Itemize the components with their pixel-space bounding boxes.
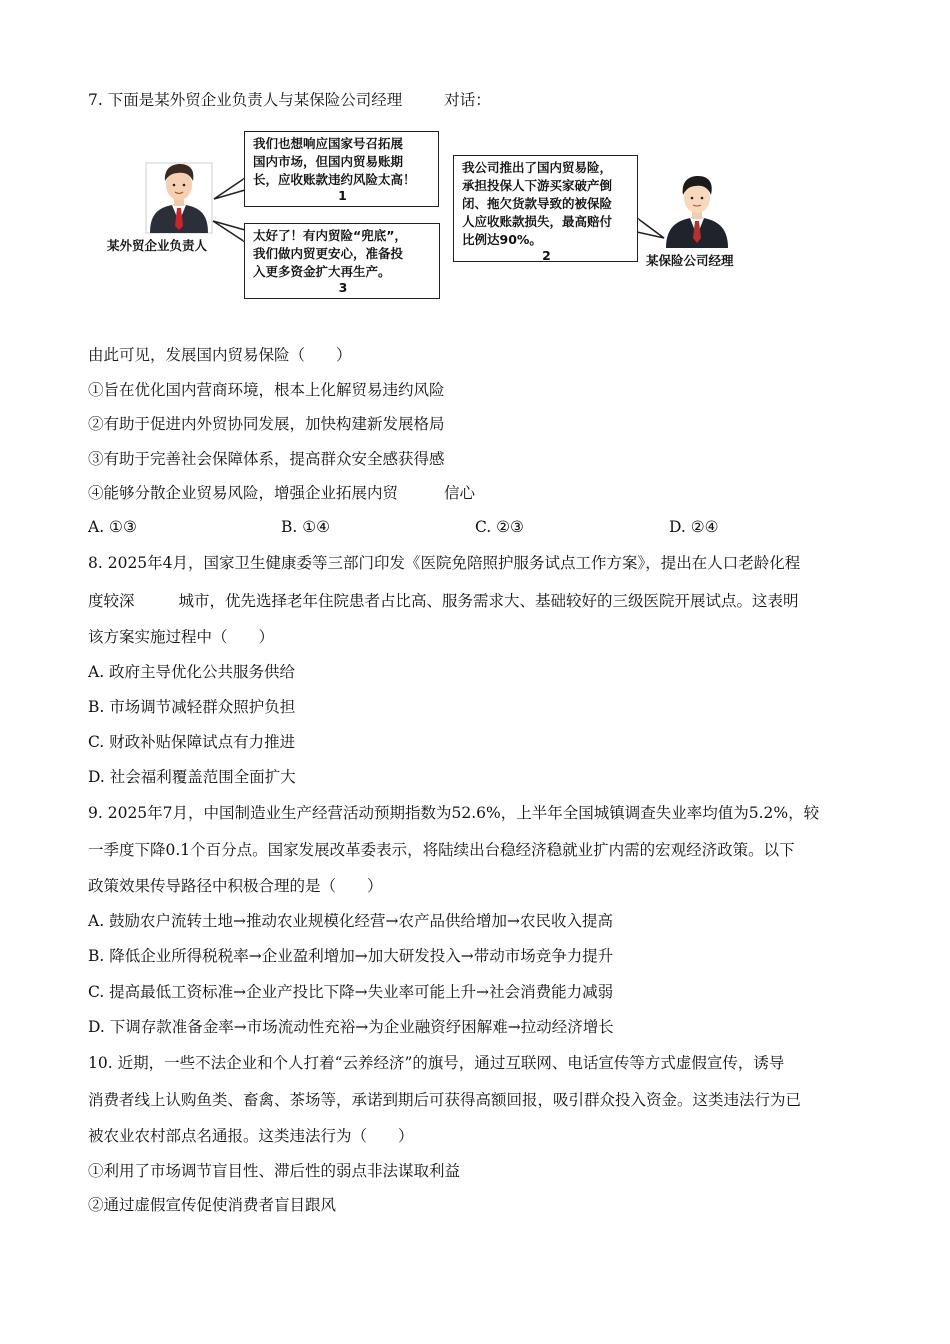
businessman-caption: 某外贸企业负责人: [107, 238, 208, 253]
q8-option-a[interactable]: A. 政府主导优化公共服务供给: [88, 663, 296, 681]
q9-stem-line-3: 政策效果传导路径中积极合理的是（ ）: [88, 877, 383, 895]
bubble-2-line-1: 我公司推出了国内贸易险，: [462, 160, 613, 175]
q10-item-2: ②通过虚假宣传促使消费者盲目跟风: [88, 1196, 337, 1214]
q8-stem-line-2-part2: 城市，优先选择老年住院患者占比高、服务需求大、基础较好的三级医院开展试点。这表明: [178, 592, 799, 610]
bubble-3-line-3: 入更多资金扩大再生产。: [253, 264, 391, 279]
q9-stem-line-2: 一季度下降0.1个百分点。国家发展改革委表示，将陆续出台稳经济稳就业扩内需的宏观经济政策。以下: [88, 841, 795, 859]
q7-item-4-part1: ④能够分散企业贸易风险，增强企业拓展内贸: [88, 484, 399, 502]
q7-question: 由此可见，发展国内贸易保险（ ）: [88, 346, 352, 364]
q8-stem-line-2-part1: 度较深: [88, 592, 135, 610]
q8-stem-line-3: 该方案实施过程中（ ）: [88, 628, 275, 646]
q7-item-4-part2: 信心: [444, 484, 476, 502]
bubble-2-line-3: 闭、拖欠货款导致的被保险: [462, 196, 613, 211]
bubble-3-line-1: 太好了！有内贸险“兜底”，: [253, 228, 407, 243]
q9-stem-line-1: 9. 2025年7月，中国制造业生产经营活动预期指数为52.6%，上半年全国城镇调查失业率均值为5.2%，较: [88, 804, 820, 822]
bubble-3-line-2: 我们做内贸更安心，准备投: [253, 246, 404, 261]
bubble-1-line-2: 国内市场，但国内贸易账期: [253, 154, 404, 169]
q7-option-b[interactable]: B. ①④: [281, 518, 331, 536]
bubble-2-line-4: 人应收账款损失，最高赔付: [462, 214, 613, 229]
bubble-1-line-3: 长，应收账款违约风险太高！: [253, 172, 416, 187]
bubble-2-line-5: 比例达90%。: [462, 232, 542, 247]
q7-option-c[interactable]: C. ②③: [475, 518, 524, 536]
q10-item-1: ①利用了市场调节盲目性、滞后性的弱点非法谋取利益: [88, 1162, 461, 1180]
bubble-1-number: 1: [338, 188, 347, 203]
q8-option-b[interactable]: B. 市场调节减轻群众照护负担: [88, 698, 296, 716]
q7-item-1: ①旨在优化国内营商环境，根本上化解贸易违约风险: [88, 381, 445, 399]
q9-option-c[interactable]: C. 提高最低工资标准→企业产投比下降→失业率可能上升→社会消费能力减弱: [88, 983, 614, 1001]
q9-option-a[interactable]: A. 鼓励农户流转土地→推动农业规模化经营→农产品供给增加→农民收入提高: [88, 912, 614, 930]
q7-option-d[interactable]: D. ②④: [669, 518, 719, 536]
insurance-manager-caption: 某保险公司经理: [646, 253, 734, 268]
businessman-icon: [146, 163, 212, 233]
bubble-1-line-1: 我们也想响应国家号召拓展: [253, 136, 404, 151]
q10-stem-line-2: 消费者线上认购鱼类、畜禽、茶场等，承诺到期后可获得高额回报，吸引群众投入资金。这类违法行为已: [88, 1091, 802, 1109]
q7-option-a[interactable]: A. ①③: [88, 518, 137, 536]
q7-item-3: ③有助于完善社会保障体系，提高群众安全感获得感: [88, 450, 445, 468]
q10-stem-line-3: 被农业农村部点名通报。这类违法行为（ ）: [88, 1127, 414, 1145]
speech-bubble-3: [244, 223, 440, 299]
q8-stem-line-1: 8. 2025年4月，国家卫生健康委等三部门印发《医院免陪照护服务试点工作方案》，提出在人口老龄化程: [88, 554, 801, 572]
q9-option-d[interactable]: D. 下调存款准备金率→市场流动性充裕→为企业融资纾困解难→拉动经济增长: [88, 1018, 614, 1036]
q8-option-d[interactable]: D. 社会福利覆盖范围全面扩大: [88, 768, 296, 786]
bubble-3-number: 3: [338, 280, 348, 295]
bubble-2-number: 2: [542, 248, 551, 263]
q9-option-b[interactable]: B. 降低企业所得税税率→企业盈利增加→加大研发投入→带动市场竞争力提升: [88, 947, 614, 965]
q8-option-c[interactable]: C. 财政补贴保障试点有力推进: [88, 733, 296, 751]
insurance-manager-icon: [666, 176, 728, 248]
q7-stem-part1: 7. 下面是某外贸企业负责人与某保险公司经理: [88, 91, 403, 109]
q7-item-2: ②有助于促进内外贸协同发展，加快构建新发展格局: [88, 415, 445, 433]
speech-bubble-1: [244, 131, 439, 207]
speech-bubble-2: [453, 155, 638, 262]
q10-stem-line-1: 10. 近期，一些不法企业和个人打着“云养经济”的旗号，通过互联网、电话宣传等方式虚假宣传，诱导: [88, 1054, 785, 1072]
q7-item-4: [88, 483, 475, 503]
bubble-2-line-2: 承担投保人下游买家破产倒: [462, 178, 613, 193]
q7-stem-part2: 对话：: [444, 91, 491, 109]
q8-stem-line-2: [88, 591, 799, 611]
